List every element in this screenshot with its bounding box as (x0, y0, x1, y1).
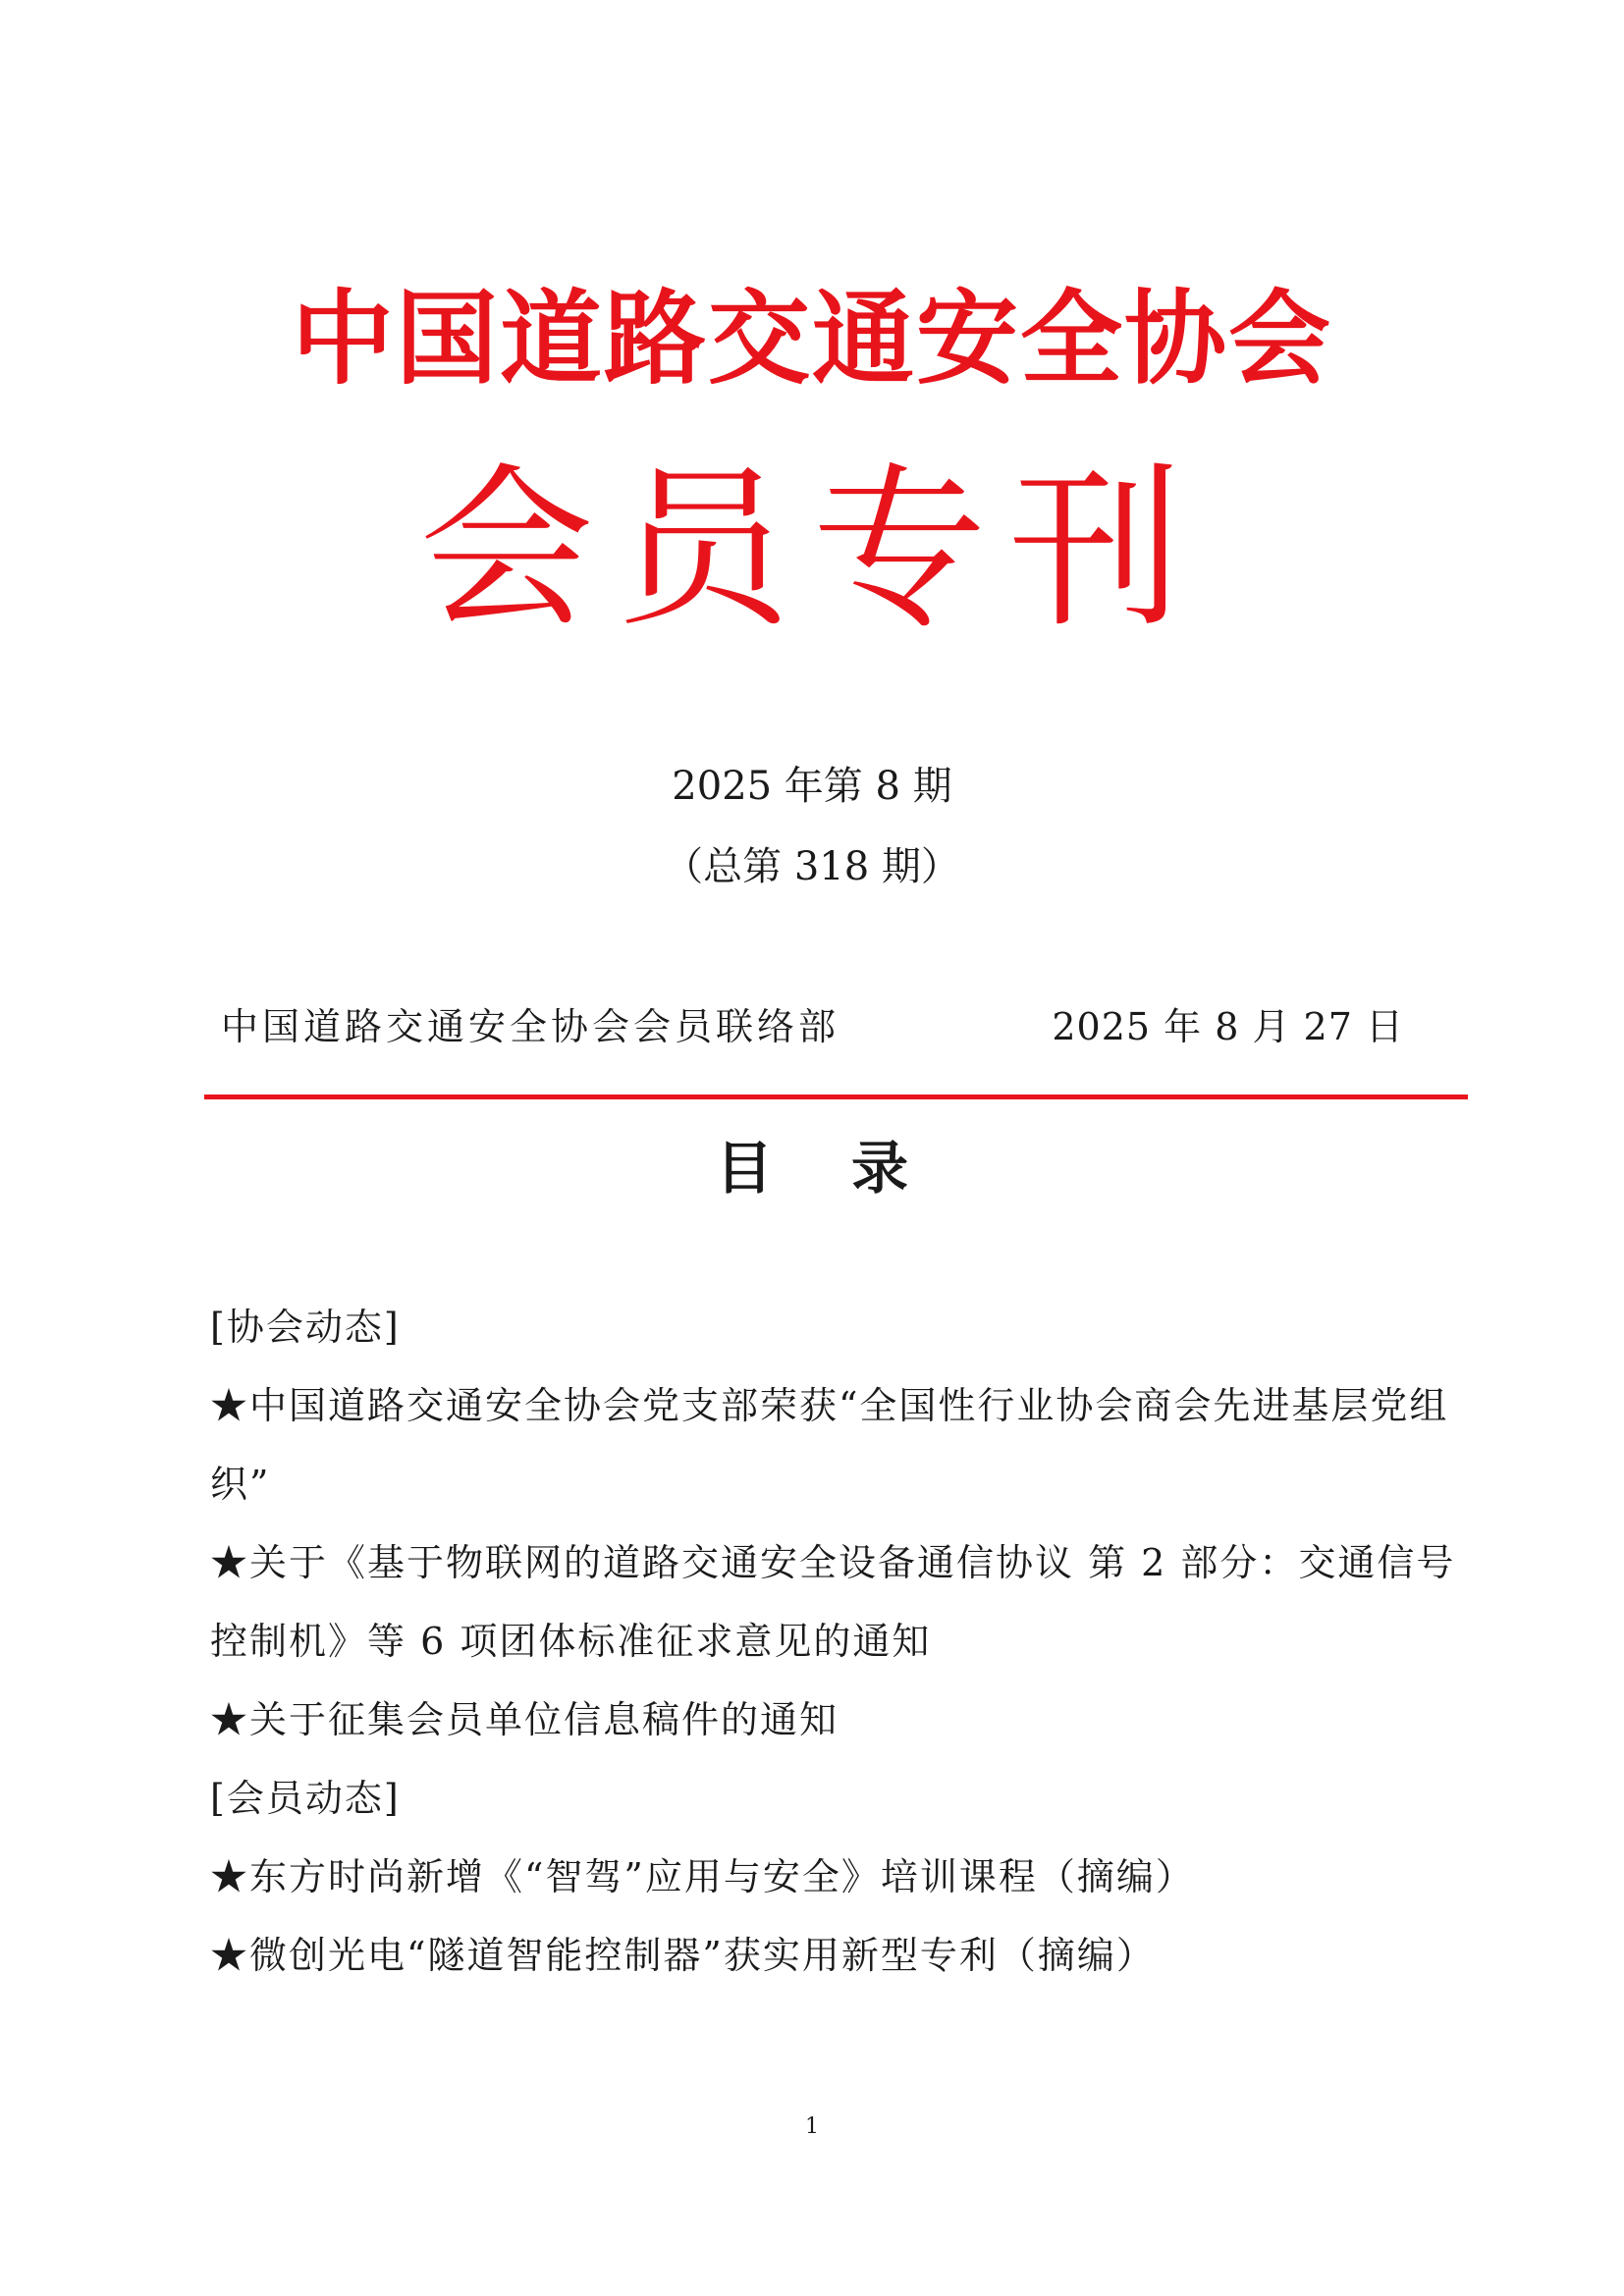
toc-section-association-news: [协会动态] (210, 1306, 401, 1349)
toc-item-member-submissions[interactable]: ★关于征集会员单位信息稿件的通知 (210, 1698, 839, 1741)
toc-item-party-branch-award[interactable]: ★中国道路交通安全协会党支部荣获“全国性行业协会商会先进基层党组 (210, 1384, 1449, 1427)
publication-date: 2025 年 8 月 27 日 (1052, 1005, 1404, 1048)
red-divider-line (204, 1095, 1468, 1099)
publisher-date-row (221, 999, 1404, 1054)
toc-item-training-course[interactable]: ★东方时尚新增《“智驾”应用与安全》培训课程（摘编） (210, 1855, 1195, 1898)
toc-heading: 目录 (715, 1135, 987, 1201)
organization-title: 中国道路交通安全协会 (291, 279, 1332, 399)
toc-section-member-news: [会员动态] (210, 1777, 401, 1820)
publisher-department: 中国道路交通安全协会会员联络部 (221, 1005, 840, 1048)
toc-item-standards-consultation-cont[interactable]: 控制机》等 6 项团体标准征求意见的通知 (210, 1620, 932, 1663)
issue-total-number: （总第 318 期） (664, 844, 960, 889)
toc-item-standards-consultation[interactable]: ★关于《基于物联网的道路交通安全设备通信协议 第 2 部分：交通信号 (210, 1541, 1456, 1584)
toc-item-party-branch-award-cont[interactable]: 织” (210, 1463, 271, 1506)
publication-title: 会员专刊 (419, 448, 1205, 651)
table-of-contents (210, 1288, 1456, 1995)
issue-number: 2025 年第 8 期 (672, 764, 952, 809)
page-number: 1 (805, 2114, 819, 2139)
toc-item-tunnel-controller-patent[interactable]: ★微创光电“隧道智能控制器”获实用新型专利（摘编） (210, 1934, 1156, 1977)
